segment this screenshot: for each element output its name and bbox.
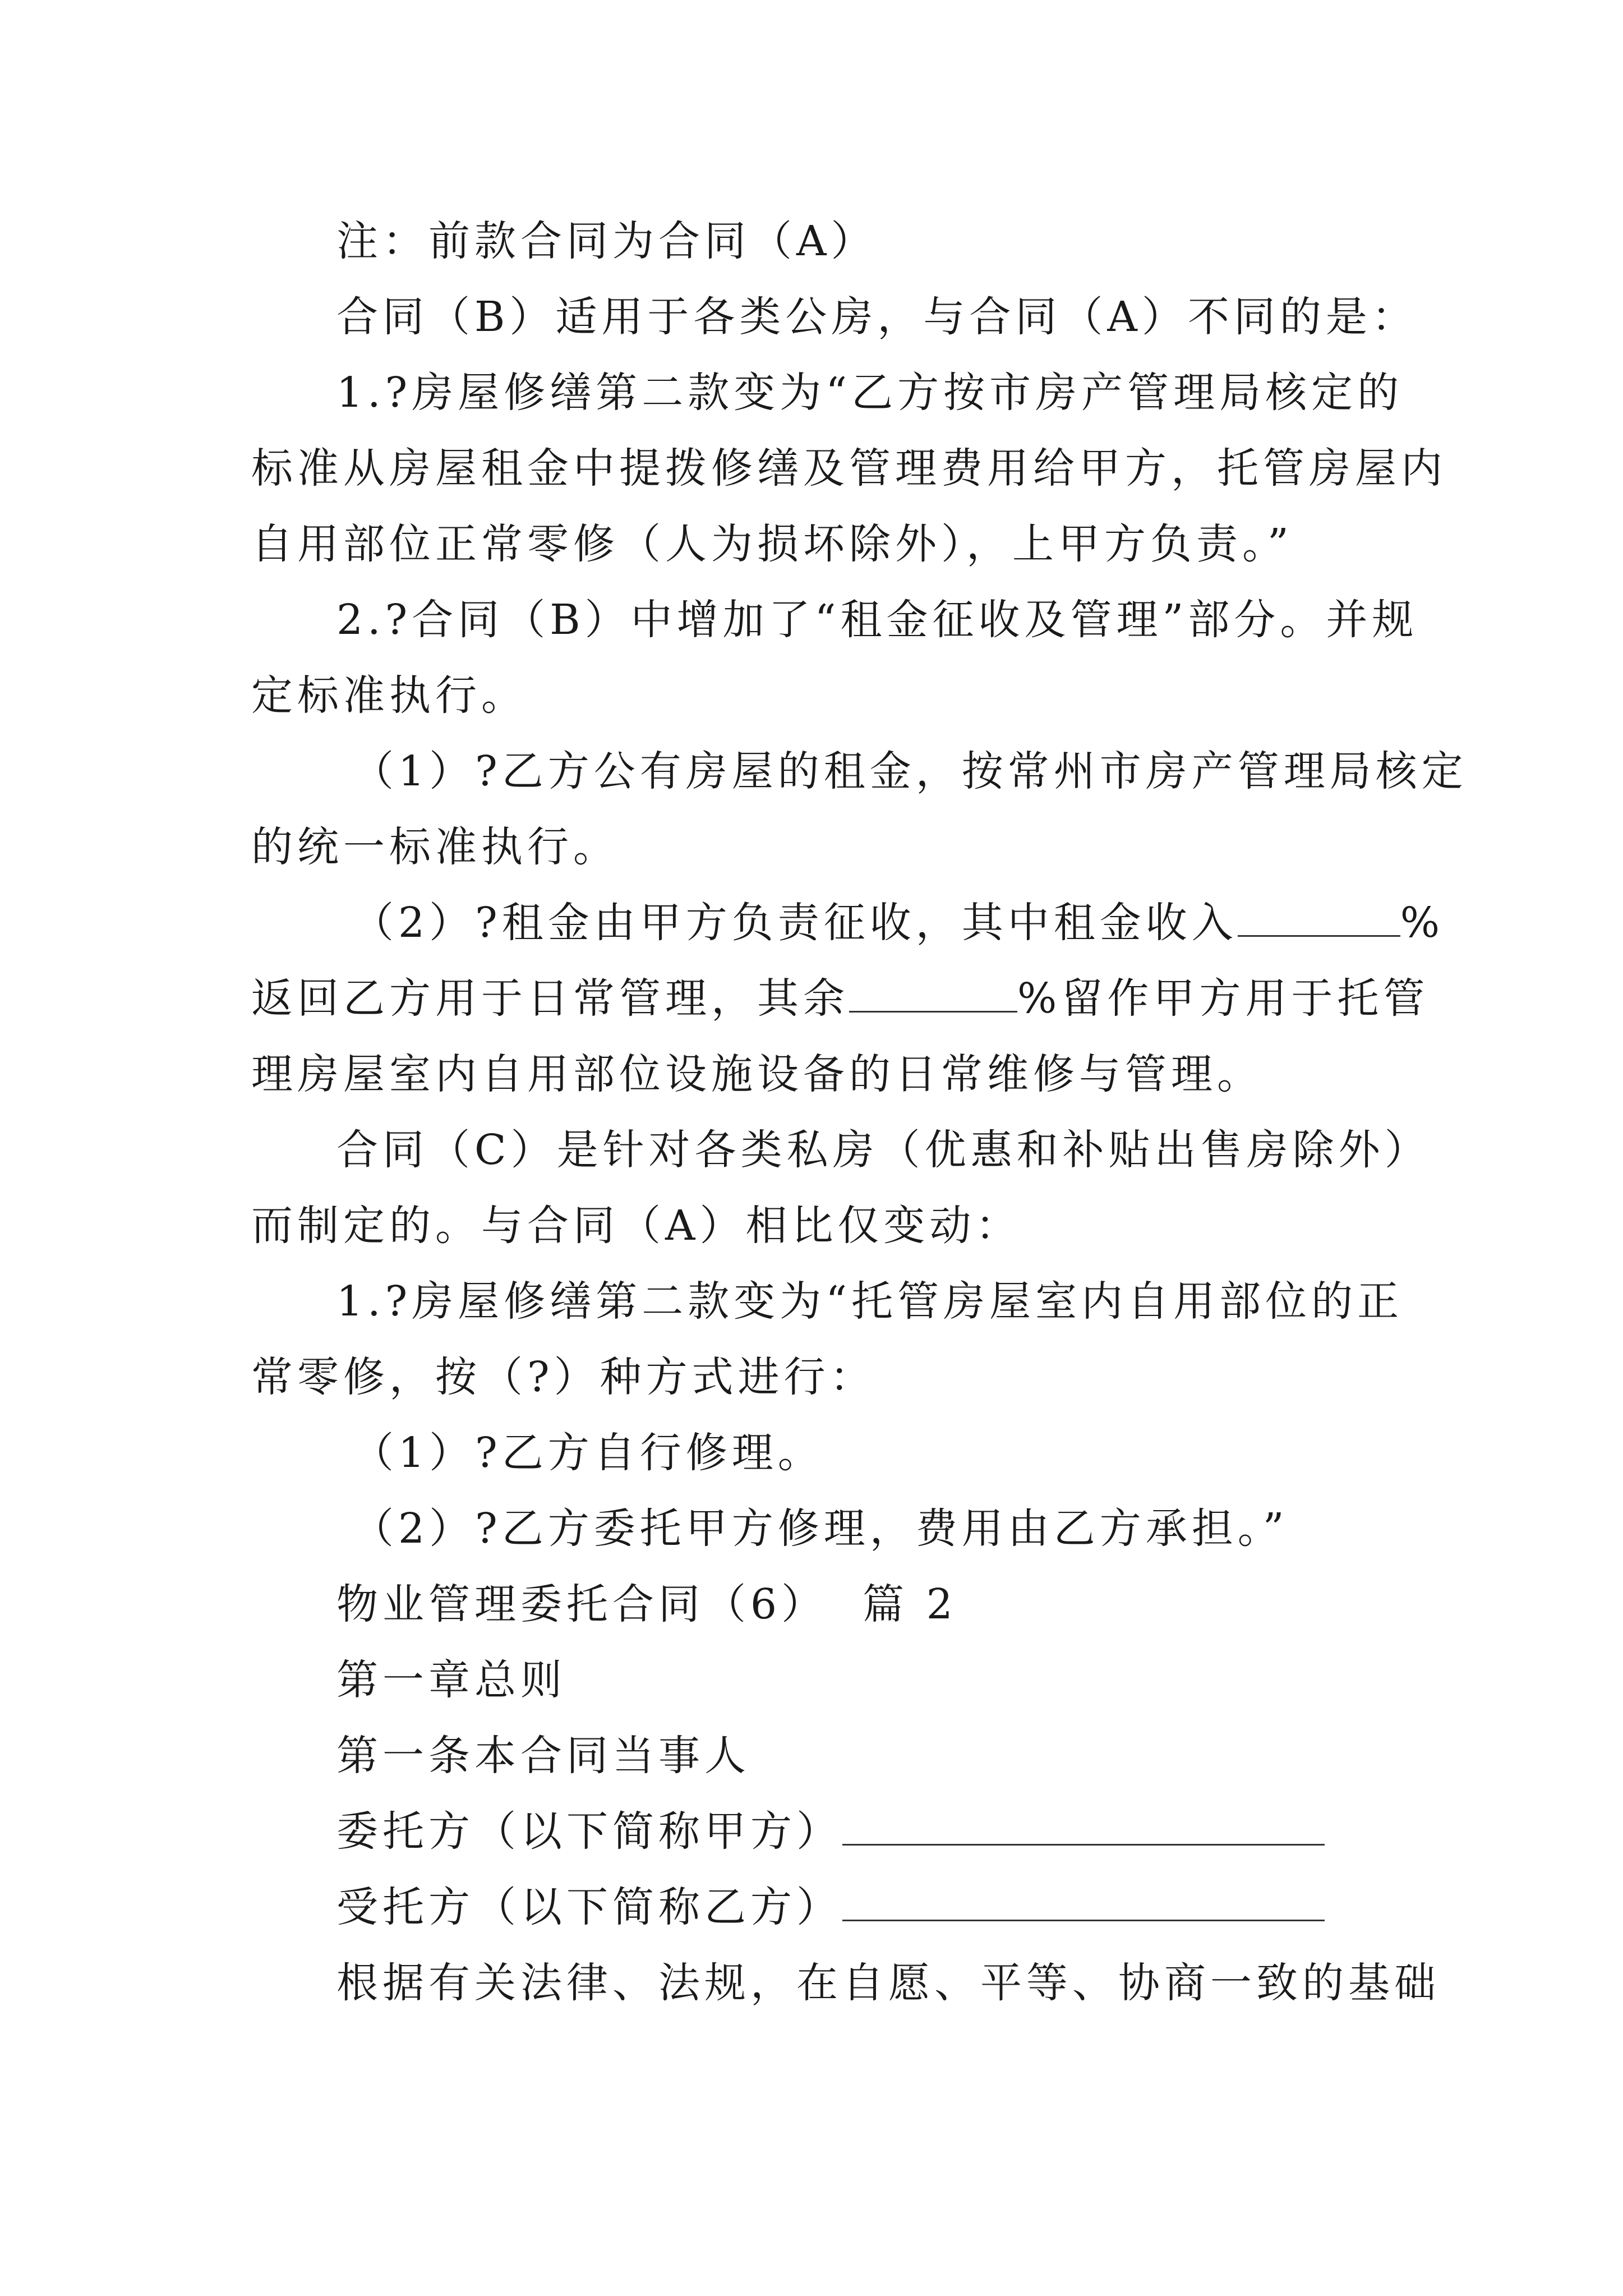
- text-segment: （2）?租金由甲方负责征收，其中租金收入: [352, 899, 1238, 947]
- note-line: 注：前款合同为合同（A）: [336, 217, 877, 265]
- fill-in-blank[interactable]: [849, 972, 1017, 1013]
- paragraph-line: （2）?乙方委托甲方修理，费用由乙方承担。”: [352, 1504, 1289, 1553]
- paragraph-line: （1）?乙方自行修理。: [352, 1429, 824, 1477]
- text-segment: %留作甲方用于托管: [1017, 974, 1430, 1023]
- paragraph-line: [352, 895, 1444, 951]
- paragraph-line: 2.?合同（B）中增加了“租金征收及管理”部分。并规: [336, 596, 1418, 644]
- paragraph-line: 1.?房屋修缮第二款变为“托管房屋室内自用部位的正: [336, 1277, 1404, 1326]
- party-b-blank[interactable]: [842, 1880, 1325, 1921]
- party-a-line: [336, 1803, 1325, 1860]
- text-segment: %: [1400, 899, 1445, 947]
- party-b-label: 受托方（以下简称乙方）: [336, 1883, 842, 1931]
- paragraph-line: 根据有关法律、法规，在自愿、平等、协商一致的基础: [336, 1959, 1440, 2007]
- chapter-heading: 第一章总则: [336, 1656, 566, 1704]
- party-b-line: [336, 1879, 1325, 1935]
- article-heading: 第一条本合同当事人: [336, 1732, 750, 1780]
- paragraph-line: [251, 970, 1429, 1027]
- paragraph-line: 1.?房屋修缮第二款变为“乙方按市房产管理局核定的: [336, 369, 1404, 417]
- party-a-blank[interactable]: [842, 1805, 1325, 1846]
- text-segment: 返回乙方用于日常管理，其余: [251, 974, 849, 1023]
- paragraph-line: 定标准执行。: [251, 671, 527, 720]
- paragraph-line: 的统一标准执行。: [251, 823, 619, 871]
- paragraph-line: 合同（B）适用于各类公房，与合同（A）不同的是：: [336, 293, 1418, 341]
- paragraph-line: 理房屋室内自用部位设施设备的日常维修与管理。: [251, 1050, 1263, 1098]
- paragraph-line: 而制定的。与合同（A）相比仅变动：: [251, 1202, 1022, 1250]
- paragraph-line: 自用部位正常零修（人为损坏除外），上甲方负责。”: [251, 520, 1293, 568]
- fill-in-blank[interactable]: [1238, 896, 1400, 937]
- paragraph-line: （1）?乙方公有房屋的租金，按常州市房产管理局核定: [352, 747, 1468, 795]
- paragraph-line: 合同（C）是针对各类私房（优惠和补贴出售房除外）: [336, 1126, 1431, 1174]
- party-a-label: 委托方（以下简称甲方）: [336, 1807, 842, 1856]
- paragraph-line: 常零修，按（?）种方式进行：: [251, 1353, 876, 1401]
- paragraph-line: 标准从房屋租金中提拨修缮及管理费用给甲方，托管房屋内: [251, 444, 1447, 493]
- section-title: 物业管理委托合同（6） 篇 2: [336, 1580, 957, 1628]
